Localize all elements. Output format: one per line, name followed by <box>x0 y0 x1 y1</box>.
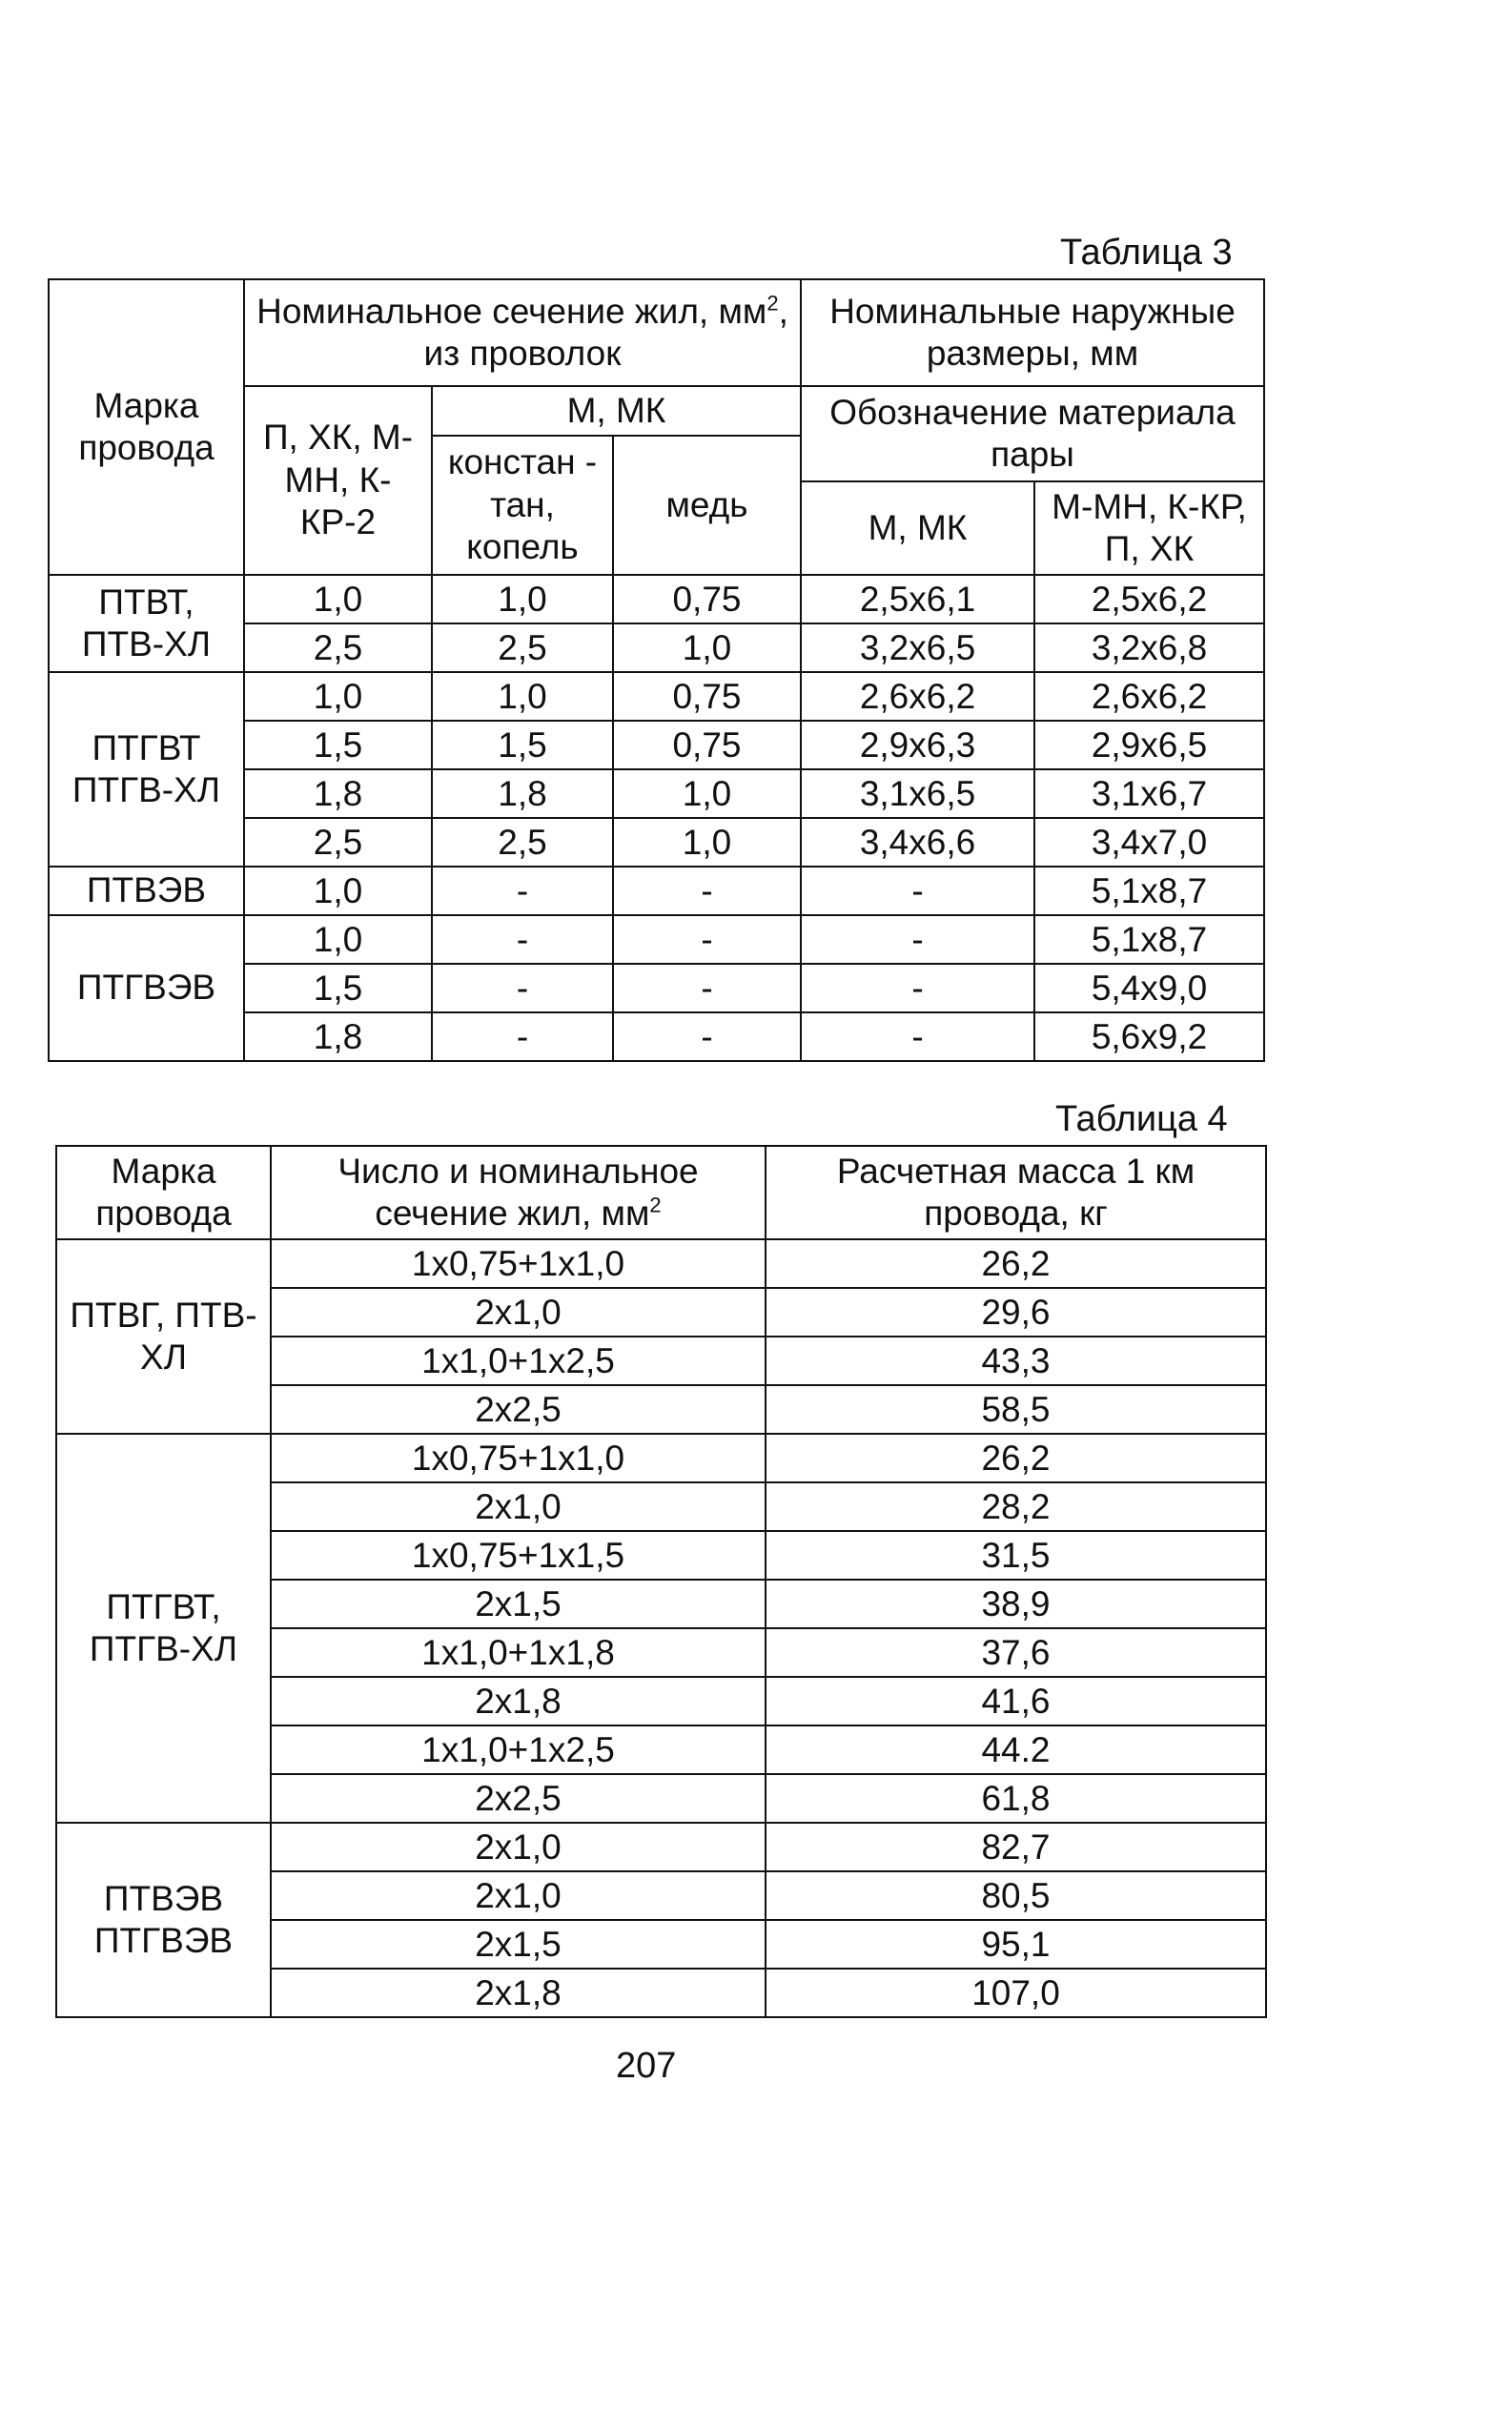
t4-cell: 29,6 <box>766 1288 1266 1337</box>
t3-cell: 1,5 <box>244 721 432 769</box>
t4-brand-cell: ПТВГ, ПТВ-ХЛ <box>56 1239 271 1434</box>
t3-cell: 0,75 <box>613 672 801 721</box>
t3-cell: 2,5x6,1 <box>801 575 1034 623</box>
table-row <box>56 1239 1266 1288</box>
t4-cell: 61,8 <box>766 1774 1266 1823</box>
t4-cell: 107,0 <box>766 1969 1266 2017</box>
t3-cell: 1,0 <box>432 672 613 721</box>
t3-header-pair-material: Обозначение материала пары <box>801 386 1264 481</box>
t3-cell: - <box>801 1012 1034 1061</box>
t3-cell: 3,4x6,6 <box>801 818 1034 867</box>
t3-cell: 5,4x9,0 <box>1034 964 1264 1012</box>
t3-cell: 2,9x6,3 <box>801 721 1034 769</box>
t3-cell: - <box>801 915 1034 964</box>
t3-cell: 3,2x6,5 <box>801 623 1034 672</box>
t3-header-m-mk: М, МК <box>432 386 801 436</box>
t3-cell: 1,0 <box>613 818 801 867</box>
t3-cell: 1,0 <box>244 672 432 721</box>
t3-cell: 5,6x9,2 <box>1034 1012 1264 1061</box>
t3-brand-cell: ПТГВТ ПТГВ-ХЛ <box>49 672 244 867</box>
t4-cell: 26,2 <box>766 1239 1266 1288</box>
t4-cell: 1x0,75+1x1,0 <box>271 1434 766 1482</box>
t4-brand-cell: ПТВЭВ ПТГВЭВ <box>56 1823 271 2017</box>
t4-cell: 37,6 <box>766 1628 1266 1677</box>
t4-cell: 26,2 <box>766 1434 1266 1482</box>
t3-header-med: медь <box>613 436 801 575</box>
t3-cell: 5,1x8,7 <box>1034 867 1264 915</box>
t4-cell: 1x1,0+1x2,5 <box>271 1337 766 1385</box>
t4-cell: 82,7 <box>766 1823 1266 1871</box>
t3-cell: 1,5 <box>432 721 613 769</box>
t4-cell: 43,3 <box>766 1337 1266 1385</box>
t4-cell: 28,2 <box>766 1482 1266 1531</box>
t3-cell: 5,1x8,7 <box>1034 915 1264 964</box>
t3-cell: 1,8 <box>244 1012 432 1061</box>
t3-cell: 2,5 <box>244 818 432 867</box>
t4-cell: 2x2,5 <box>271 1385 766 1434</box>
t3-cell: 1,0 <box>432 575 613 623</box>
t3-header-brand: Марка провода <box>49 279 244 575</box>
t4-cell: 1x1,0+1x2,5 <box>271 1725 766 1774</box>
t3-cell: - <box>432 915 613 964</box>
t4-header-mass: Расчетная масса 1 км провода, кг <box>766 1146 1266 1239</box>
t4-brand-cell: ПТГВТ, ПТГВ-ХЛ <box>56 1434 271 1823</box>
t3-header-dimensions: Номинальные наружные размеры, мм <box>801 279 1264 386</box>
t3-cell: 1,0 <box>244 575 432 623</box>
t3-cell: - <box>801 867 1034 915</box>
t4-cell: 41,6 <box>766 1677 1266 1725</box>
t3-cell: - <box>432 964 613 1012</box>
t3-cell: 1,0 <box>244 867 432 915</box>
t4-cell: 2x1,5 <box>271 1580 766 1628</box>
t3-header-m-mk-dim: М, МК <box>801 481 1034 575</box>
t3-brand-cell: ПТВЭВ <box>49 867 244 915</box>
t4-cell: 31,5 <box>766 1531 1266 1580</box>
t4-header-brand: Марка провода <box>56 1146 271 1239</box>
t4-cell: 58,5 <box>766 1385 1266 1434</box>
t3-brand-cell: ПТВТ, ПТВ-ХЛ <box>49 575 244 672</box>
t3-cell: 2,5 <box>244 623 432 672</box>
t3-cell: 2,9x6,5 <box>1034 721 1264 769</box>
t4-cell: 95,1 <box>766 1920 1266 1969</box>
t3-header-mmn-dim: М-МН, К-КР, П, ХК <box>1034 481 1264 575</box>
t3-cell: 0,75 <box>613 721 801 769</box>
table3 <box>48 278 1265 1062</box>
t3-cell: 1,8 <box>432 769 613 818</box>
t4-cell: 38,9 <box>766 1580 1266 1628</box>
t4-cell: 2x1,0 <box>271 1823 766 1871</box>
t4-cell: 2x1,0 <box>271 1871 766 1920</box>
t3-cell: 3,1x6,5 <box>801 769 1034 818</box>
t3-cell: 2,5x6,2 <box>1034 575 1264 623</box>
t3-cell: - <box>801 964 1034 1012</box>
table-row <box>56 1434 1266 1482</box>
table-row <box>49 915 1264 964</box>
page-number: 207 <box>616 2046 677 2086</box>
t4-cell: 2x1,5 <box>271 1920 766 1969</box>
t3-cell: - <box>613 1012 801 1061</box>
table-row <box>49 672 1264 721</box>
table-row <box>56 1823 1266 1871</box>
t3-cell: 1,0 <box>613 623 801 672</box>
table4-caption: Таблица 4 <box>1055 1099 1228 1139</box>
t3-cell: 2,6x6,2 <box>1034 672 1264 721</box>
t3-cell: 1,8 <box>244 769 432 818</box>
t3-cell: 2,5 <box>432 818 613 867</box>
t4-cell: 44.2 <box>766 1725 1266 1774</box>
t4-cell: 2x1,8 <box>271 1969 766 2017</box>
t3-cell: 1,5 <box>244 964 432 1012</box>
t3-cell: - <box>613 867 801 915</box>
t4-header-count-section: Число и номинальное сечение жил, $мм^2$ <box>271 1146 766 1239</box>
t4-cell: 2x1,0 <box>271 1288 766 1337</box>
t3-cell: - <box>432 1012 613 1061</box>
t3-cell: 0,75 <box>613 575 801 623</box>
t3-brand-cell: ПТГВЭВ <box>49 915 244 1061</box>
t3-cell: - <box>613 964 801 1012</box>
t3-header-p-xk: П, ХК, М-МН, К-КР-2 <box>244 386 432 575</box>
t4-cell: 2x1,8 <box>271 1677 766 1725</box>
table-row <box>49 867 1264 915</box>
t3-cell: 2,6x6,2 <box>801 672 1034 721</box>
table-row <box>49 575 1264 623</box>
t3-cell: 2,5 <box>432 623 613 672</box>
t3-cell: 1,0 <box>244 915 432 964</box>
t4-cell: 2x2,5 <box>271 1774 766 1823</box>
t3-cell: - <box>432 867 613 915</box>
table4 <box>55 1145 1267 2018</box>
t4-cell: 80,5 <box>766 1871 1266 1920</box>
t3-header-konstantan: констан - тан, копель <box>432 436 613 575</box>
t3-cell: 3,4x7,0 <box>1034 818 1264 867</box>
t3-cell: 3,2x6,8 <box>1034 623 1264 672</box>
t4-cell: 1x1,0+1x1,8 <box>271 1628 766 1677</box>
t3-cell: - <box>613 915 801 964</box>
t4-cell: 2x1,0 <box>271 1482 766 1531</box>
table3-caption: Таблица 3 <box>1060 233 1233 273</box>
t3-cell: 1,0 <box>613 769 801 818</box>
t4-cell: 1x0,75+1x1,0 <box>271 1239 766 1288</box>
t3-header-section: Номинальное сечение жил, $мм^2$, из проволок <box>244 279 801 386</box>
t4-cell: 1x0,75+1x1,5 <box>271 1531 766 1580</box>
t3-cell: 3,1x6,7 <box>1034 769 1264 818</box>
